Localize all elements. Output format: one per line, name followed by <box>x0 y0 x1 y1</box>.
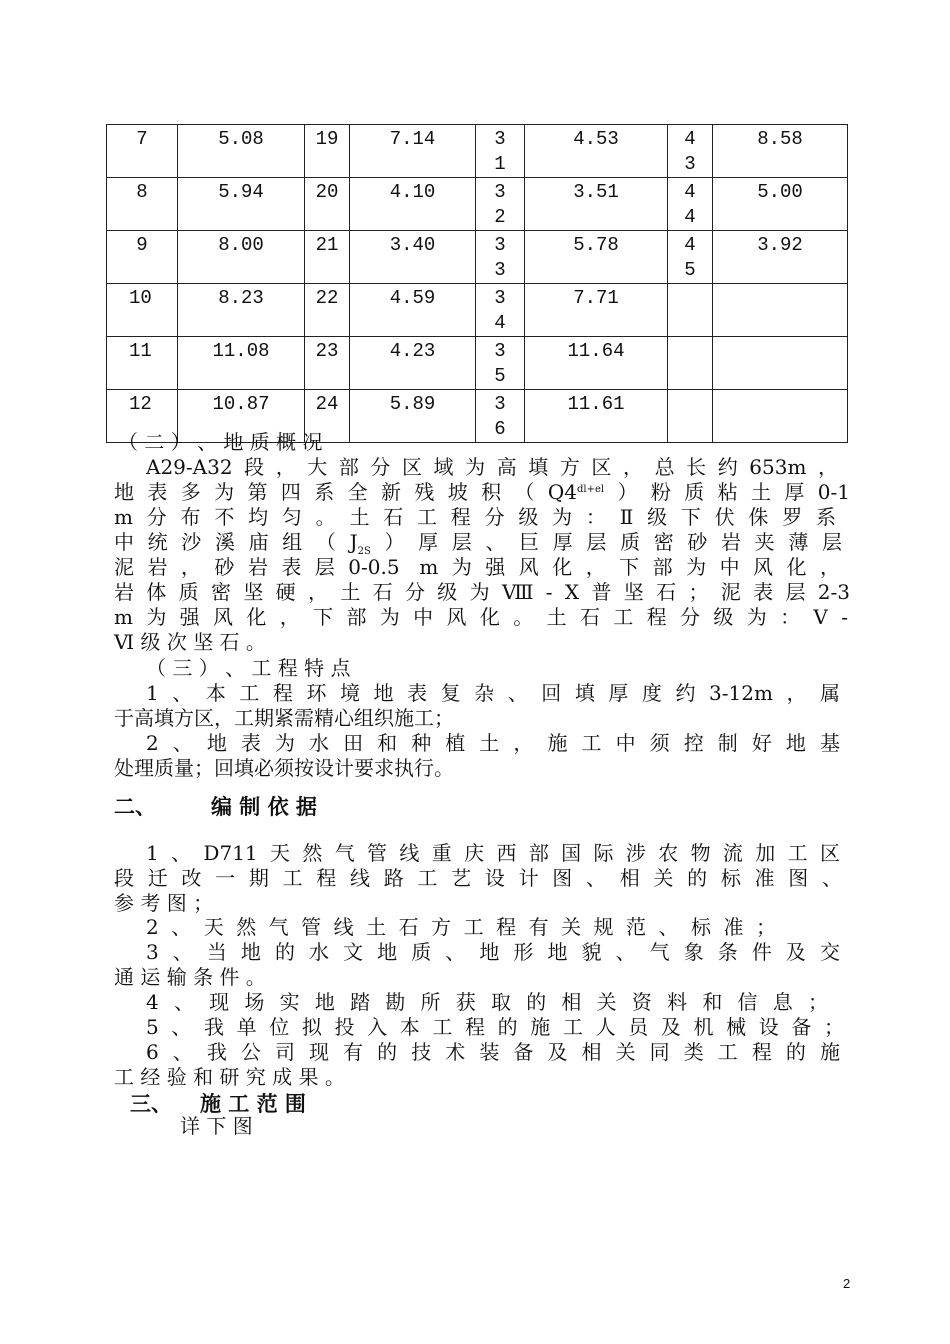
table-cell: 5.78 <box>525 231 668 284</box>
table-cell: 11.64 <box>525 337 668 390</box>
table-row <box>107 178 848 231</box>
basis-item1-line3: 参 考 图 ； <box>114 891 214 915</box>
table-cell: 11 <box>107 337 178 390</box>
table-cell: 7 <box>107 125 178 178</box>
table-cell: 7.71 <box>525 284 668 337</box>
table-cell: 3.51 <box>525 178 668 231</box>
features-item2-line1: 2、地表为水田和种植土，施工中须控制好地基 <box>146 731 840 755</box>
table-cell: 20 <box>305 178 350 231</box>
geology-line-5: 泥岩，砂岩表层0-0.5 m为强风化，下部为中风化， <box>114 555 840 579</box>
page-number: 2 <box>843 1276 851 1291</box>
table-cell: 9 <box>107 231 178 284</box>
table-cell: 5.94 <box>178 178 305 231</box>
table-cell: 5.00 <box>713 178 848 231</box>
features-item1-line2: 于高填方区，工期紧需精心组织施工； <box>114 706 454 730</box>
table-cell: 10 <box>107 284 178 337</box>
basis-item1-line2: 段迁改一期工程线路工艺设计图、相关的标准图、 <box>114 866 842 890</box>
table-row <box>107 231 848 284</box>
basis-item5: 5、我单位拟投入本工程的施工人员及机械设备； <box>146 1015 844 1039</box>
table-cell: 23 <box>305 337 350 390</box>
table-cell: 8.58 <box>713 125 848 178</box>
geology-line-2: 地表多为第四系全新残坡积$(Q4^{dl+el})$粉质粘土厚0-1 <box>114 480 850 504</box>
table-cell: 5.89 <box>350 390 476 443</box>
table-row <box>107 284 848 337</box>
table-cell: 8.23 <box>178 284 305 337</box>
geology-line-3: m分布不均匀。土石工程分级为：Ⅱ级下伏侏罗系 <box>114 505 836 529</box>
table-cell <box>668 337 713 390</box>
scope-heading: 三、 施 工 范 围 <box>130 1091 306 1116</box>
table-cell <box>713 284 848 337</box>
table-cell: 3 5 <box>476 337 525 390</box>
table-cell <box>668 390 713 443</box>
table-cell: 4.59 <box>350 284 476 337</box>
table-cell: 19 <box>305 125 350 178</box>
table-cell <box>713 337 848 390</box>
geology-line-4: 中统沙溪庙组$(J_{2S})$厚层、巨厚层质密砂岩夹薄层 <box>114 530 842 557</box>
features-item1-line1: 1、本工程环境地表复杂、回填厚度约3-12m，属 <box>146 681 840 705</box>
table-row <box>107 125 848 178</box>
table-cell: 4 4 <box>668 178 713 231</box>
table-cell: 3 2 <box>476 178 525 231</box>
table-cell: 3.92 <box>713 231 848 284</box>
table-cell: 4.53 <box>525 125 668 178</box>
basis-item1-line1: 1、D711天然气管线重庆西部国际涉农物流加工区 <box>146 841 840 865</box>
features-item2-line2: 处理质量；回填必须按设计要求执行。 <box>114 756 454 780</box>
scope-text: 详 下 图 <box>180 1114 253 1138</box>
table-cell: 11.08 <box>178 337 305 390</box>
basis-item2: 2、天然气管线土石方工程有关规范、标准； <box>146 915 776 939</box>
basis-item6-line1: 6、我公司现有的技术装备及相关同类工程的施 <box>146 1040 840 1064</box>
table-cell: 4.23 <box>350 337 476 390</box>
table-cell: 10.87 <box>178 390 305 443</box>
basis-item6-line2: 工 经 验 和 研 究 成 果 。 <box>114 1065 345 1089</box>
geology-line-7: m为强风化，下部为中风化。土石工程分级为：Ⅴ- <box>114 605 848 629</box>
table-cell <box>713 390 848 443</box>
data-table <box>106 124 848 443</box>
table-cell: 8 <box>107 178 178 231</box>
table-cell: 4 5 <box>668 231 713 284</box>
table-cell: 7.14 <box>350 125 476 178</box>
table-cell <box>668 284 713 337</box>
basis-item3-line2: 通 运 输 条 件 。 <box>114 965 266 989</box>
table-row <box>107 337 848 390</box>
table-cell: 8.00 <box>178 231 305 284</box>
basis-item3-line1: 3、当地的水文地质、地形地貌、气象条件及交 <box>146 940 840 964</box>
table-cell: 3 3 <box>476 231 525 284</box>
table-cell: 4.10 <box>350 178 476 231</box>
table-cell: 22 <box>305 284 350 337</box>
table-cell: 3 6 <box>476 390 525 443</box>
table-cell: 11.61 <box>525 390 668 443</box>
basis-heading: 二、 编 制 依 据 <box>114 794 317 819</box>
table-cell: 12 <box>107 390 178 443</box>
table-cell: 3 1 <box>476 125 525 178</box>
table-cell: 4 3 <box>668 125 713 178</box>
table-cell: 3.40 <box>350 231 476 284</box>
features-heading: （ 三 ） 、 工 程 特 点 <box>146 656 351 680</box>
table-cell: 24 <box>305 390 350 443</box>
table-cell: 5.08 <box>178 125 305 178</box>
geology-line-1: A29-A32段，大部分区域为高填方区，总长约653m， <box>146 455 838 479</box>
geology-line-8: Ⅵ 级 次 坚 石 。 <box>114 630 266 654</box>
geology-heading: （ 二 ） 、 地 质 概 况 <box>118 430 323 454</box>
basis-item4: 4、现场实地踏勘所获取的相关资料和信息； <box>146 990 828 1014</box>
geology-line-6: 岩体质密坚硬，土石分级为Ⅷ-Ⅹ普坚石；泥表层2-3 <box>114 580 850 604</box>
table-cell: 3 4 <box>476 284 525 337</box>
table-cell: 21 <box>305 231 350 284</box>
